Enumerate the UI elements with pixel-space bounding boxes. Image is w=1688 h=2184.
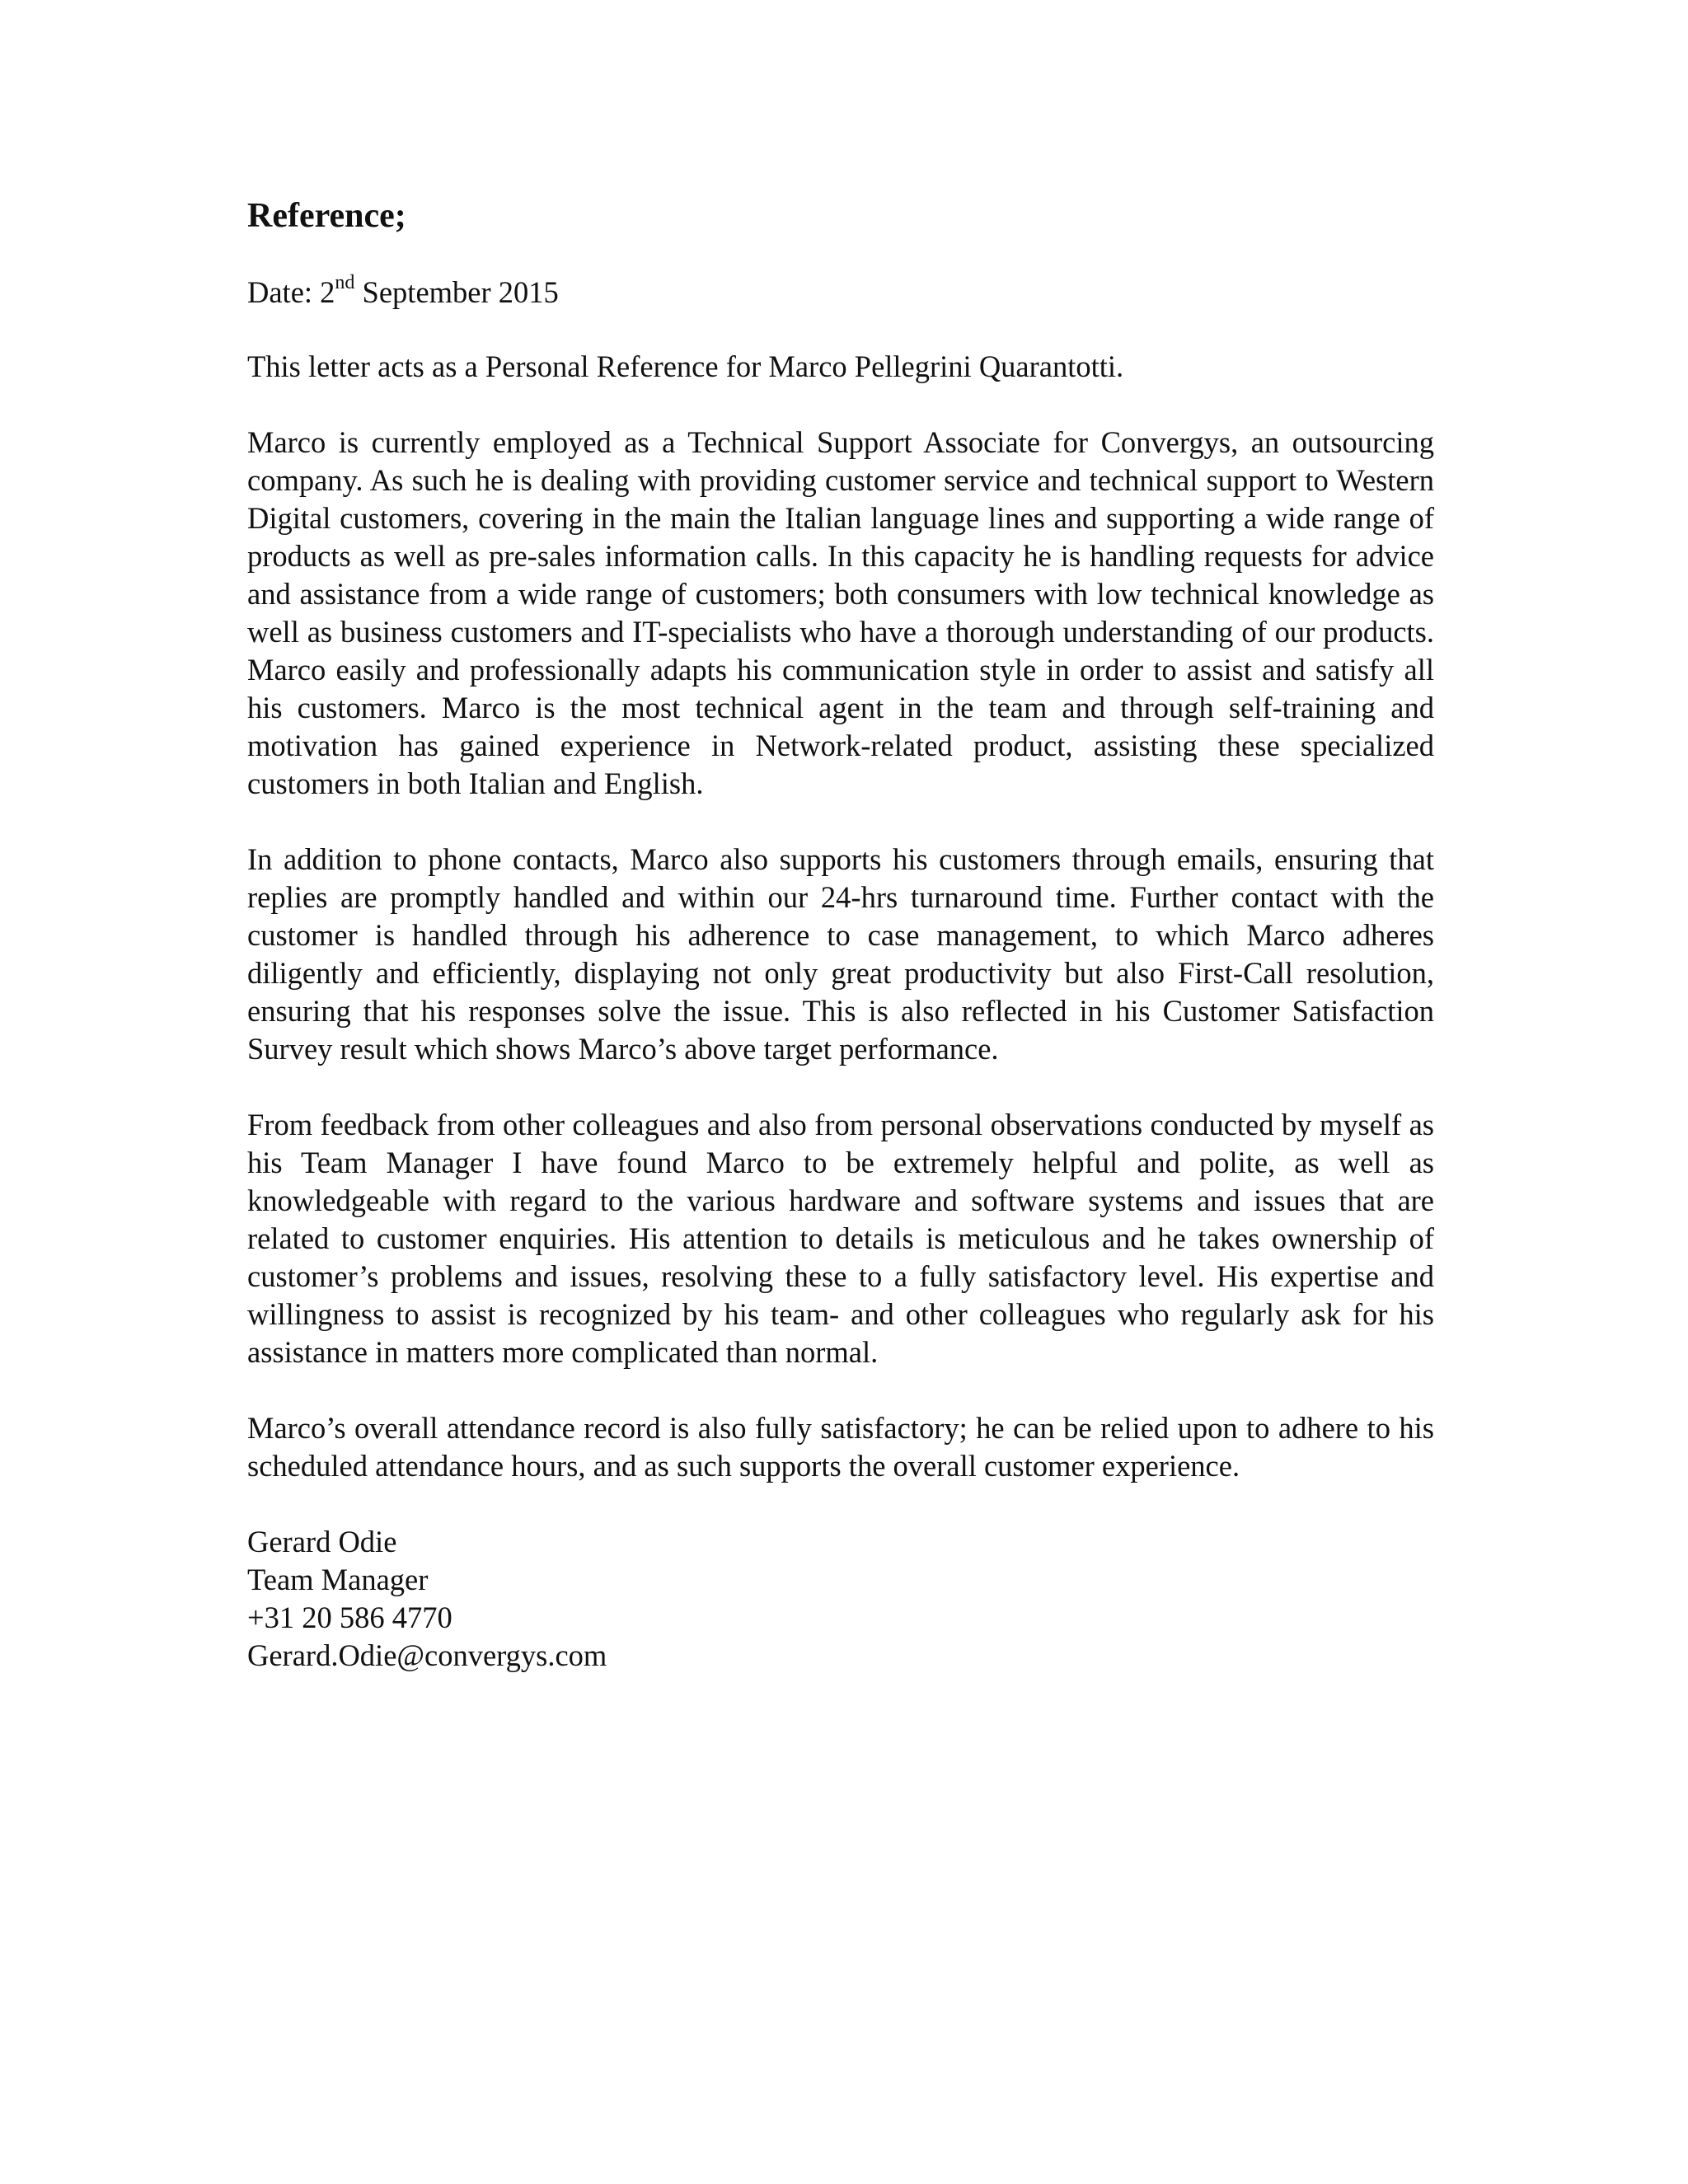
date-rest: September 2015	[354, 275, 559, 309]
paragraph-email-support: In addition to phone contacts, Marco also supports his customers through emails, ensuring that replies are promptly handled and within our 24-hrs turnaround time. Further contact with the customer is handled through his adherence to case management, to which Marco adheres diligently and efficiently, displaying not only great productivity but also First-Call resolution, ensuring that his responses solve the issue. This is also reflected in his Customer Satisfaction Survey result which shows Marco’s above target performance.	[247, 842, 1434, 1066]
letter-date	[247, 271, 1434, 312]
paragraph-colleague-feedback: From feedback from other colleagues and also from personal observations conducted by myself as his Team Manager I have found Marco to be extremely helpful and polite, as well as knowledgeable with regard to the various hardware and software systems and issues that are related to customer enquiries. His attention to details is meticulous and he takes ownership of customer’s problems and issues, resolving these to a fully satisfactory level. His expertise and willingness to assist is recognized by his team- and other colleagues who regularly ask for his assistance in matters more complicated than normal.	[247, 1108, 1434, 1369]
signatory-name: Gerard Odie	[247, 1525, 397, 1558]
signatory-email: Gerard.Odie@convergys.com	[247, 1638, 607, 1672]
signatory-title: Team Manager	[247, 1563, 429, 1596]
signatory-phone: +31 20 586 4770	[247, 1601, 452, 1634]
letter-intro: This letter acts as a Personal Reference for Marco Pellegrini Quarantotti.	[247, 349, 1124, 383]
paragraph-role-description: Marco is currently employed as a Technical Support Associate for Convergys, an outsourcing company. As such he is dealing with providing customer service and technical support to Western Digital customers, covering in the main the Italian language lines and supporting a wide range of products as well as pre-sales information calls. In this capacity he is handling requests for advice and assistance from a wide range of customers; both consumers with low technical knowledge as well as business customers and IT-specialists who have a thorough understanding of our products. Marco easily and professionally adapts his communication style in order to assist and satisfy all his customers. Marco is the most technical agent in the team and through self-training and motivation has gained experience in Network-related product, assisting these specialized customers in both Italian and English.	[247, 425, 1434, 800]
signature-block	[247, 1523, 1434, 1675]
date-ordinal-suffix: nd	[335, 271, 355, 293]
letter-heading: Reference;	[247, 197, 406, 235]
letter-body	[247, 194, 1434, 1675]
paragraph-attendance: Marco’s overall attendance record is also fully satisfactory; he can be relied upon to adhere to his scheduled attendance hours, and as such supports the overall customer experience.	[247, 1411, 1434, 1483]
date-prefix: Date: 2	[247, 275, 335, 309]
